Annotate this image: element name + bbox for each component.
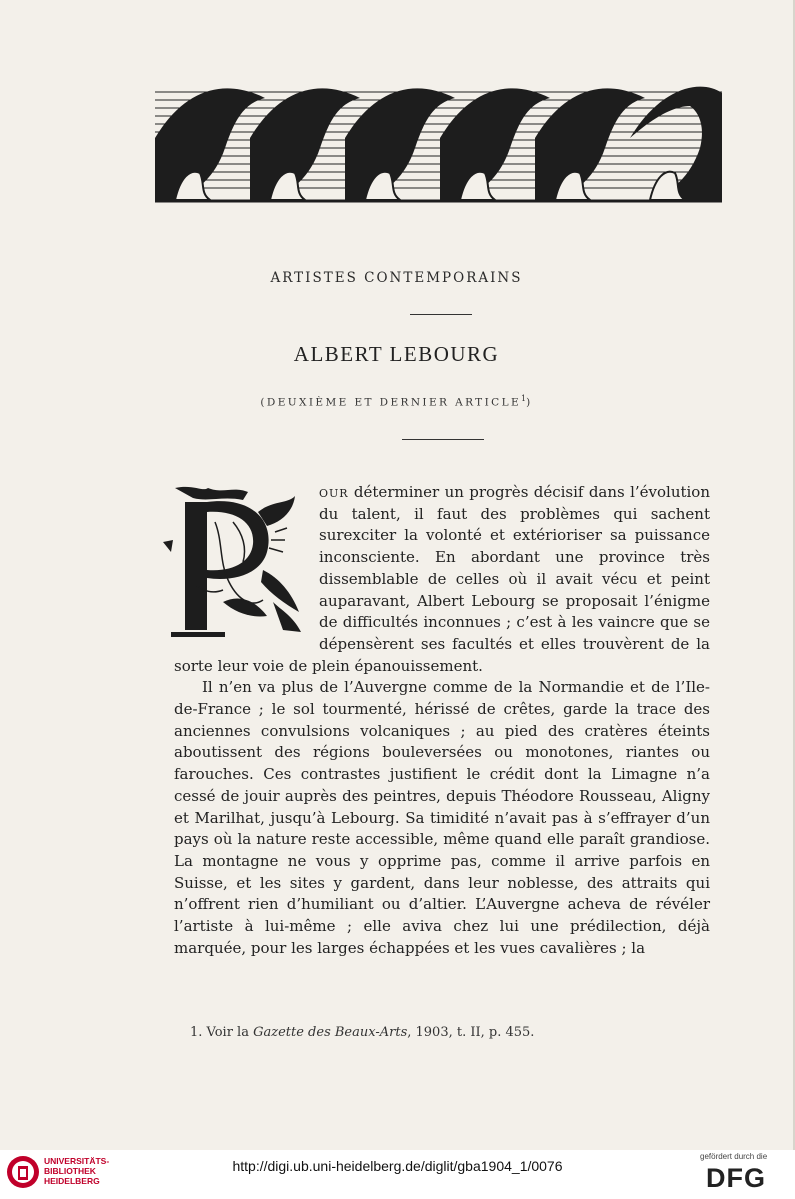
subtitle-close: ) bbox=[526, 396, 533, 409]
divider-rule bbox=[410, 314, 472, 315]
first-word-rest: our bbox=[319, 483, 349, 501]
page-url-link[interactable]: http://digi.ub.uni-heidelberg.de/diglit/gba1904_1/0076 bbox=[232, 1158, 563, 1174]
library-line-2: BIBLIOTHEK bbox=[44, 1166, 96, 1176]
paragraph-2: Il n’en va plus de l’Auvergne comme de la Normandie et de l’Ile-de-France ; le sol tourmenté, hérissé de crêtes, garde la trace des anciennes convulsions volcaniques ; au pied des cratères éteints aboutissent des régions bouleversées ou monotones, riantes ou farouches. Ces contrastes justifient le crédit dont la Limagne n’a cessé de jouir auprès des peintres, depuis Théodore Rousseau, Aligny et Marilhat, jusqu’à Lebourg. Sa timidité n’avait pas à s’effrayer d’un pays où la nature reste accessible, même quand elle paraît grandiose. La montagne ne vous y opprime pas, comme il arrive parfois en Suisse, et les sites y gardent, dans leur noblesse, des attraits qui n’offrent rien d’humiliant ou d’altier. L’Auvergne acheva de révéler l’artiste à lui-même ; elle aviva chez lui une prédilection, déjà marquée, pour les larges échappées et les vues cavalières ; la bbox=[174, 678, 710, 957]
ornamental-frieze bbox=[155, 78, 722, 203]
article-title: ALBERT LEBOURG bbox=[293, 342, 500, 366]
dfg-logo[interactable]: DFG bbox=[706, 1163, 766, 1193]
paragraph-1-text: déterminer un progrès décisif dans l’évolution du talent, il faut des problèmes qui sachent surexciter la volonté et extérioriser sa puissance inconsciente. En abordant une province très dissemblable de celles où il avait vécu et peint auparavant, Albert Lebourg se proposait l’énigme de difficultés inconnues ; c’est à les vaincre que se dépensèrent ses facultés et elles trouvèrent de la sorte leur voie de plein épanouissement. bbox=[174, 483, 710, 675]
library-line-1: UNIVERSITÄTS- bbox=[44, 1156, 110, 1166]
dropcap-space bbox=[174, 482, 319, 634]
subtitle-text: (DEUXIÈME ET DERNIER ARTICLE bbox=[260, 396, 522, 409]
footnote-prefix: 1. Voir la bbox=[190, 1025, 254, 1040]
section-heading: ARTISTES CONTEMPORAINS bbox=[270, 270, 523, 286]
article-body bbox=[174, 482, 710, 959]
footnote bbox=[190, 1025, 534, 1040]
funding-note: gefördert durch die bbox=[700, 1152, 768, 1161]
footnote-suffix: , 1903, t. II, p. 455. bbox=[407, 1025, 535, 1040]
divider-rule bbox=[402, 439, 484, 440]
footnote-journal: Gazette des Beaux-Arts bbox=[253, 1025, 408, 1040]
footnote-marker: 1 bbox=[521, 394, 527, 403]
library-line-3: HEIDELBERG bbox=[44, 1176, 100, 1186]
article-subtitle bbox=[0, 394, 793, 409]
